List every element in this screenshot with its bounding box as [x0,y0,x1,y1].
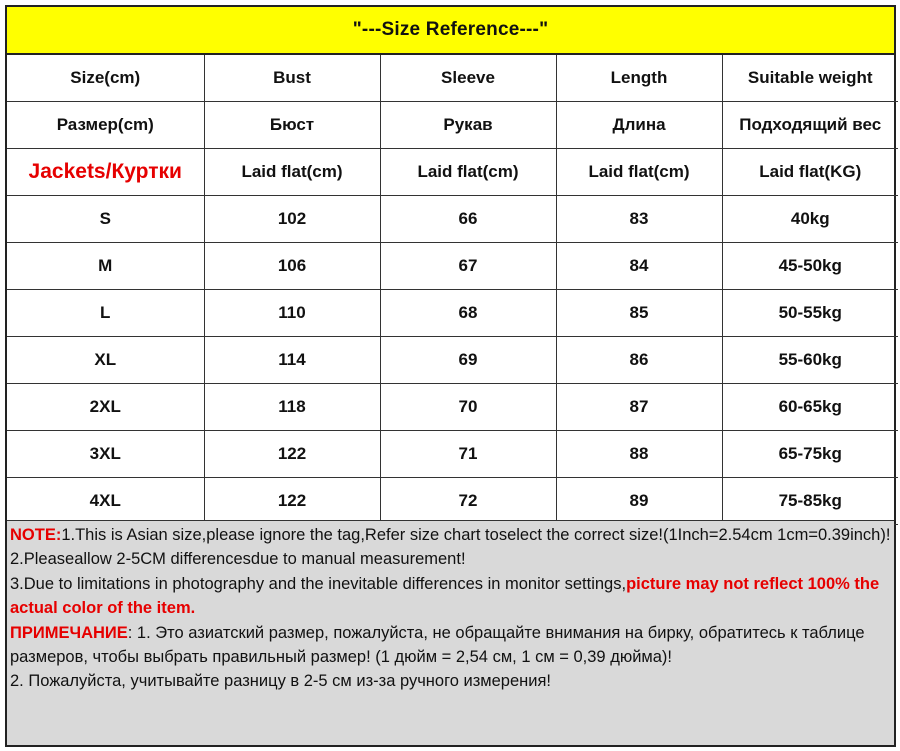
weight-cell: 60-65kg [722,384,898,431]
weight-cell: 40kg [722,196,898,243]
weight-cell: 50-55kg [722,290,898,337]
weight-cell: 45-50kg [722,243,898,290]
bust-cell: 122 [204,478,380,525]
length-cell: 88 [556,431,722,478]
header-row-ru [7,102,898,149]
table-row [7,478,898,525]
length-cell: 84 [556,243,722,290]
header-cell: Length [556,55,722,102]
table-row [7,337,898,384]
note-1 [10,523,891,547]
note-3-text: 3.Due to limitations in photography and the inevitable differences in monitor settings, [10,574,627,593]
header-cell: Sleeve [380,55,556,102]
size-cell: S [7,196,204,243]
bust-cell: 122 [204,431,380,478]
bust-cell: 114 [204,337,380,384]
header-cell: Бюст [204,102,380,149]
header-row-en [7,55,898,102]
note-3 [10,572,891,621]
length-cell: 87 [556,384,722,431]
chart-title: "---Size Reference---" [7,7,894,55]
notes-section [7,520,894,745]
sleeve-cell: 66 [380,196,556,243]
header-cell: Размер(cm) [7,102,204,149]
bust-cell: 110 [204,290,380,337]
weight-cell: 75-85kg [722,478,898,525]
length-cell: 85 [556,290,722,337]
table-row [7,290,898,337]
category-label: Jackets/Куртки [7,149,204,196]
header-cell: Рукав [380,102,556,149]
note-2: 2.Pleaseallow 2-5CM differencesdue to manual measurement! [10,550,466,569]
weight-cell: 65-75kg [722,431,898,478]
unit-cell: Laid flat(cm) [556,149,722,196]
bust-cell: 102 [204,196,380,243]
note-label: NOTE: [10,526,62,544]
size-cell: M [7,243,204,290]
sleeve-cell: 68 [380,290,556,337]
table-row [7,243,898,290]
size-cell: 4XL [7,478,204,525]
note-1-text: 1.This is Asian size,please ignore the tag,Refer size chart toselect the correct size!(1Inch=2.54cm 1cm=0.39inch)! [61,526,891,544]
bust-cell: 118 [204,384,380,431]
length-cell: 89 [556,478,722,525]
length-cell: 86 [556,337,722,384]
sleeve-cell: 71 [380,431,556,478]
note-ru-1 [10,621,891,670]
header-cell: Suitable weight [722,55,898,102]
unit-cell: Laid flat(cm) [204,149,380,196]
note-ru-label: ПРИМЕЧАНИЕ [10,623,128,642]
category-row [7,149,898,196]
size-cell: 3XL [7,431,204,478]
sleeve-cell: 72 [380,478,556,525]
size-cell: XL [7,337,204,384]
weight-cell: 55-60kg [722,337,898,384]
table-row [7,196,898,243]
sleeve-cell: 69 [380,337,556,384]
sleeve-cell: 70 [380,384,556,431]
unit-cell: Laid flat(cm) [380,149,556,196]
note-ru-2: 2. Пожалуйста, учитывайте разницу в 2-5 см из-за ручного измерения! [10,672,552,691]
header-cell: Bust [204,55,380,102]
bust-cell: 106 [204,243,380,290]
table-row [7,431,898,478]
sleeve-cell: 67 [380,243,556,290]
size-cell: L [7,290,204,337]
size-chart [5,5,896,747]
header-cell: Длина [556,102,722,149]
size-table [7,55,898,525]
note-3-warning: picture may not reflect 100% the actual color of the item. [10,574,880,618]
table-row [7,384,898,431]
length-cell: 83 [556,196,722,243]
note-ru-1-text: : 1. Это азиатский размер, пожалуйста, не обращайте внимания на бирку, обратитесь к таблице размеров, чтобы выбрать правильный размер! (1 дюйм = 2,54 см, 1 см = 0,39 дюйма)! [10,623,865,667]
size-cell: 2XL [7,384,204,431]
header-cell: Подходящий вес [722,102,898,149]
header-cell: Size(cm) [7,55,204,102]
unit-cell: Laid flat(KG) [722,149,898,196]
